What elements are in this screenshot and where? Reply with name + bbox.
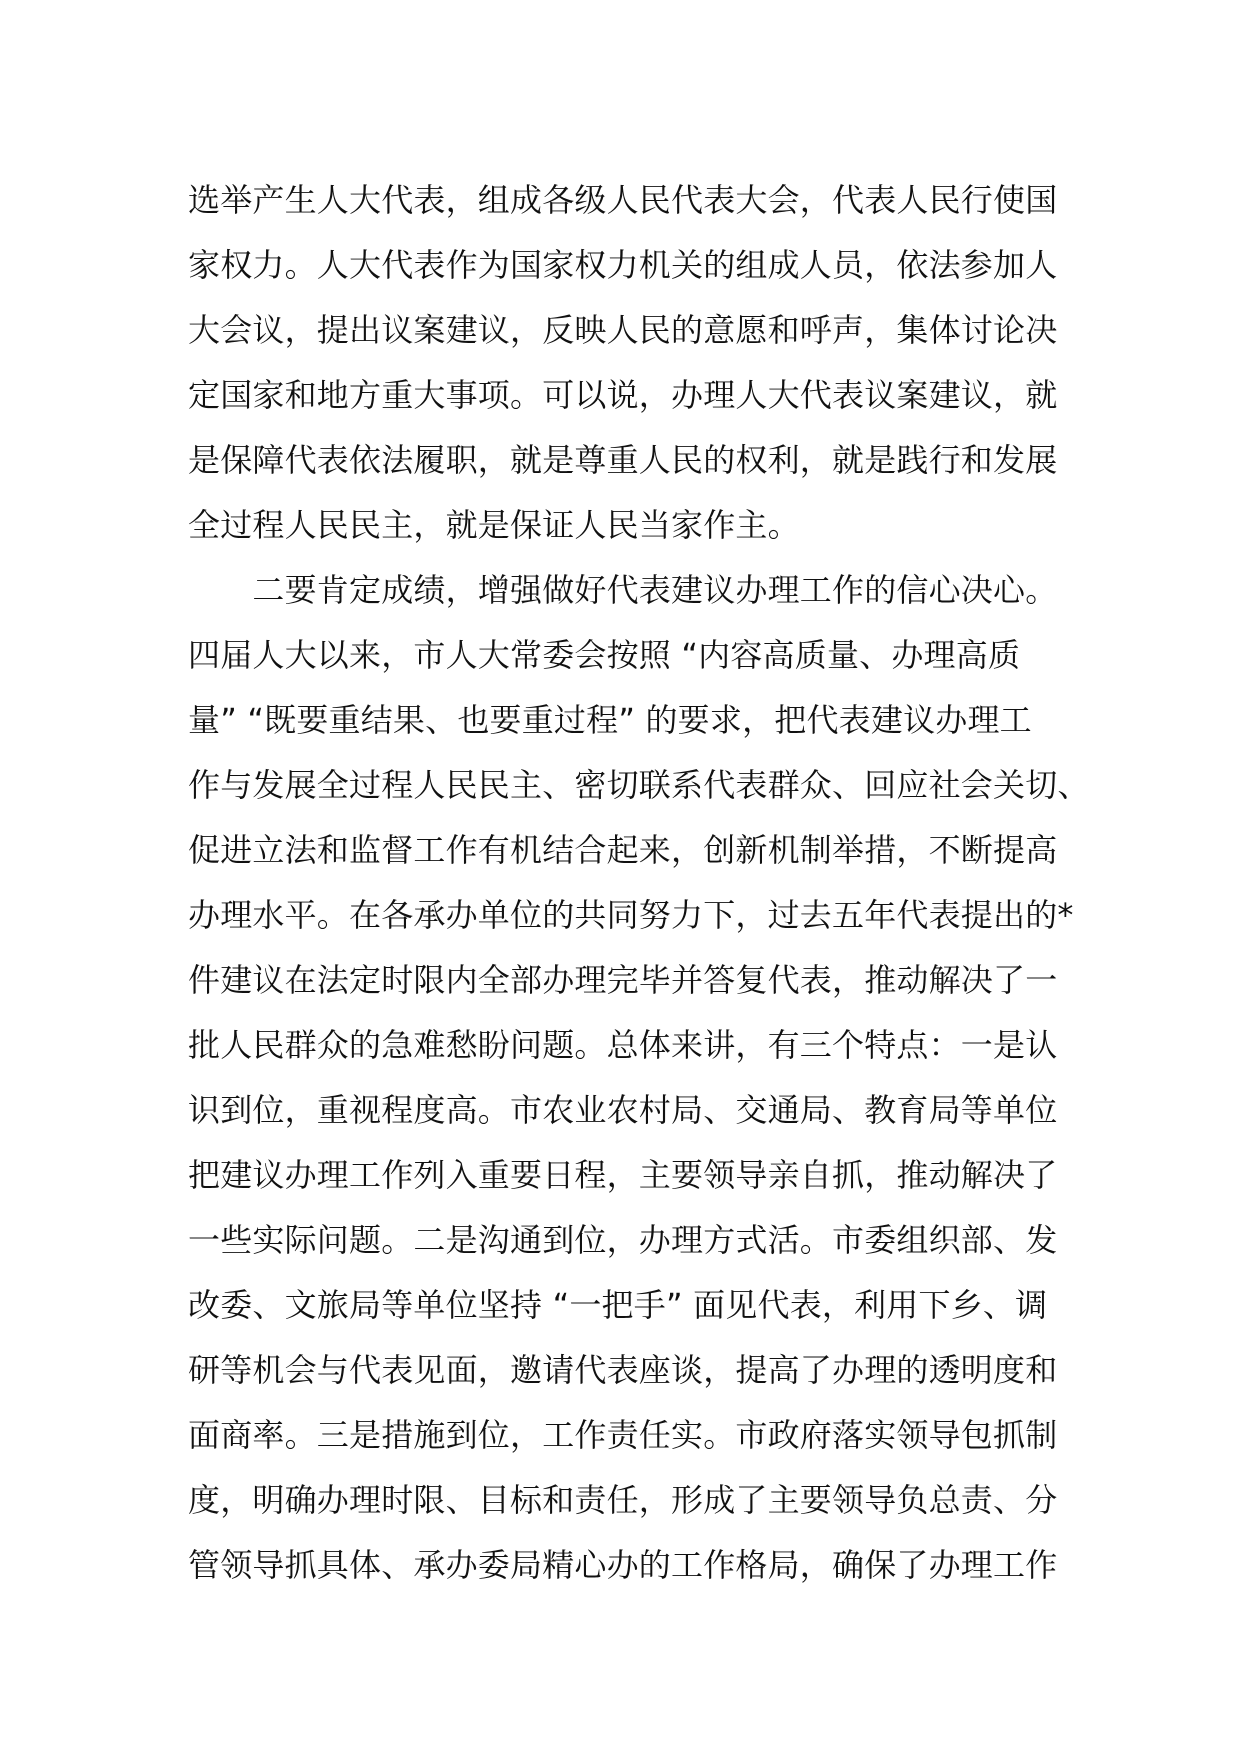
text-line: 促进立法和监督工作有机结合起来，创新机制举措，不断提高 — [188, 831, 1058, 869]
text-line: 量” “既要重结果、也要重过程” 的要求，把代表建议办理工 — [188, 701, 1032, 739]
text-line: 件建议在法定时限内全部办理完毕并答复代表，推动解决了一 — [188, 961, 1058, 999]
text-line: 四届人大以来，市人大常委会按照 “内容高质量、办理高质 — [188, 636, 1021, 674]
text-line: 研等机会与代表见面，邀请代表座谈，提高了办理的透明度和 — [188, 1351, 1058, 1389]
text-line: 面商率。三是措施到位，工作责任实。市政府落实领导包抓制 — [188, 1416, 1058, 1454]
text-line: 管领导抓具体、承办委局精心办的工作格局，确保了办理工作 — [188, 1546, 1058, 1584]
text-line: 全过程人民民主，就是保证人民当家作主。 — [188, 506, 800, 544]
text-line: 把建议办理工作列入重要日程，主要领导亲自抓，推动解决了 — [188, 1156, 1058, 1194]
body-text — [188, 168, 1090, 1598]
text-line: 办理水平。在各承办单位的共同努力下，过去五年代表提出的* — [188, 896, 1074, 934]
text-line: 改委、文旅局等单位坚持 “一把手” 面见代表，利用下乡、调 — [188, 1286, 1048, 1324]
text-line: 选举产生人大代表，组成各级人民代表大会，代表人民行使国 — [188, 181, 1058, 219]
text-line: 度，明确办理时限、目标和责任，形成了主要领导负总责、分 — [188, 1481, 1058, 1519]
text-line: 家权力。人大代表作为国家权力机关的组成人员，依法参加人 — [188, 246, 1058, 284]
text-line: 批人民群众的急难愁盼问题。总体来讲，有三个特点：一是认 — [188, 1026, 1058, 1064]
text-line: 一些实际问题。二是沟通到位，办理方式活。市委组织部、发 — [188, 1221, 1058, 1259]
text-line: 识到位，重视程度高。市农业农村局、交通局、教育局等单位 — [188, 1091, 1058, 1129]
text-line: 是保障代表依法履职，就是尊重人民的权利，就是践行和发展 — [188, 441, 1058, 479]
paragraph-start-line: 二要肯定成绩，增强做好代表建议办理工作的信心决心。 — [188, 571, 1058, 609]
text-line: 定国家和地方重大事项。可以说，办理人大代表议案建议，就 — [188, 376, 1058, 414]
text-line: 作与发展全过程人民民主、密切联系代表群众、回应社会关切、 — [188, 766, 1090, 804]
text-line: 大会议，提出议案建议，反映人民的意愿和呼声，集体讨论决 — [188, 311, 1058, 349]
